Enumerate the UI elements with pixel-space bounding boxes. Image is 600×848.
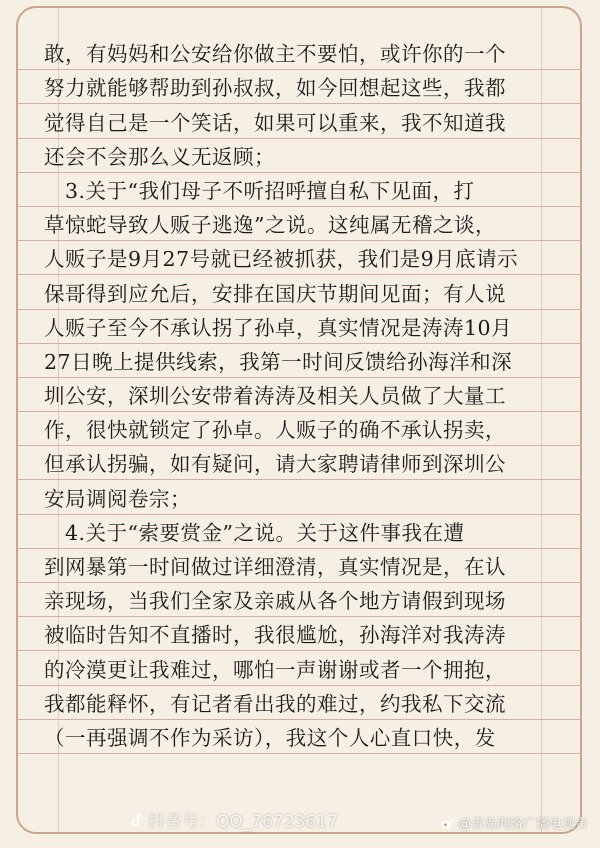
- text-line-content: 还会不会那么义无返顾；: [44, 144, 275, 169]
- text-line-content: 保哥得到应允后，安排在国庆节期间见面；有人说: [44, 281, 506, 306]
- text-line-content: 我都能释怀，有记者看出我的难过，约我私下交流: [44, 691, 506, 716]
- text-line-content: 安局调阅卷宗；: [44, 486, 191, 511]
- text-line-content: 27日晚上提供线索，我第一时间反馈给孙海洋和深: [44, 349, 513, 374]
- watermark-text: 抖音号：QQ_76723617: [148, 812, 338, 832]
- text-line-content: 觉得自己是一个笑话，如果可以重来，我不知道我: [44, 110, 506, 135]
- text-line-content: （一再强调不作为采访），我这个人心直口快，发: [44, 725, 496, 750]
- text-line: [18, 480, 582, 514]
- text-line-content: 但承认拐骗，如有疑问，请大家聘请律师到深圳公: [44, 452, 506, 477]
- text-line: [18, 720, 582, 754]
- text-line-content: 的冷漠更让我难过，哪怕一声谢谢或者一个拥抱，: [44, 657, 506, 682]
- tiktok-watermark: [130, 807, 338, 832]
- text-line: [18, 515, 582, 549]
- text-line: [18, 104, 582, 138]
- source-credit: [440, 813, 588, 832]
- tiktok-icon: [130, 812, 144, 828]
- text-line: [18, 139, 582, 173]
- text-line-content: 圳公安，深圳公安带着涛涛及相关人员做了大量工: [44, 384, 506, 409]
- text-line: [18, 344, 582, 378]
- text-line: [18, 173, 582, 207]
- text-line-content: 人贩子至今不承认拐了孙卓，真实情况是涛涛10月: [44, 315, 513, 340]
- text-line-content: 人贩子是9月27号就已经被抓获，我们是9月底请示: [44, 247, 519, 272]
- text-line-content: 草惊蛇导致人贩子逃逸”之说。这纯属无稽之谈，: [44, 213, 496, 238]
- text-line: [18, 583, 582, 617]
- text-line: [18, 412, 582, 446]
- text-line: [18, 549, 582, 583]
- text-line: [18, 36, 582, 70]
- text-line: [18, 207, 582, 241]
- text-line: [18, 446, 582, 480]
- text-line: [18, 275, 582, 309]
- text-line-content: 被临时告知不直播时，我很尴尬，孙海洋对我涛涛: [44, 623, 506, 648]
- credit-text: @青岛网络广播电视台: [457, 817, 588, 832]
- text-line: [18, 617, 582, 651]
- weibo-icon: [440, 817, 454, 829]
- text-line-content: 到网暴第一时间做过详细澄清，真实情况是，在认: [44, 555, 506, 579]
- text-line: [18, 70, 582, 104]
- text-line: [18, 310, 582, 344]
- text-line-content: 4.关于“索要赏金”之说。关于这件事我在遭: [44, 520, 465, 545]
- text-line-content: 亲现场，当我们全家及亲戚从各个地方请假到现场: [44, 589, 506, 614]
- letter-text: [18, 36, 582, 754]
- text-line: [18, 241, 582, 275]
- text-line-content: 作，很快就锁定了孙卓。人贩子的确不承认拐卖，: [44, 418, 506, 443]
- text-line-content: 努力就能够帮助到孙叔叔，如今回想起这些，我都: [44, 76, 506, 101]
- text-line: [18, 651, 582, 685]
- text-line-content: 敢，有妈妈和公安给你做主不要怕，或许你的一个: [44, 42, 506, 67]
- text-line: [18, 378, 582, 412]
- text-line-content: 3.关于“我们母子不听招呼擅自私下见面，打: [44, 178, 475, 203]
- text-line: [18, 686, 582, 720]
